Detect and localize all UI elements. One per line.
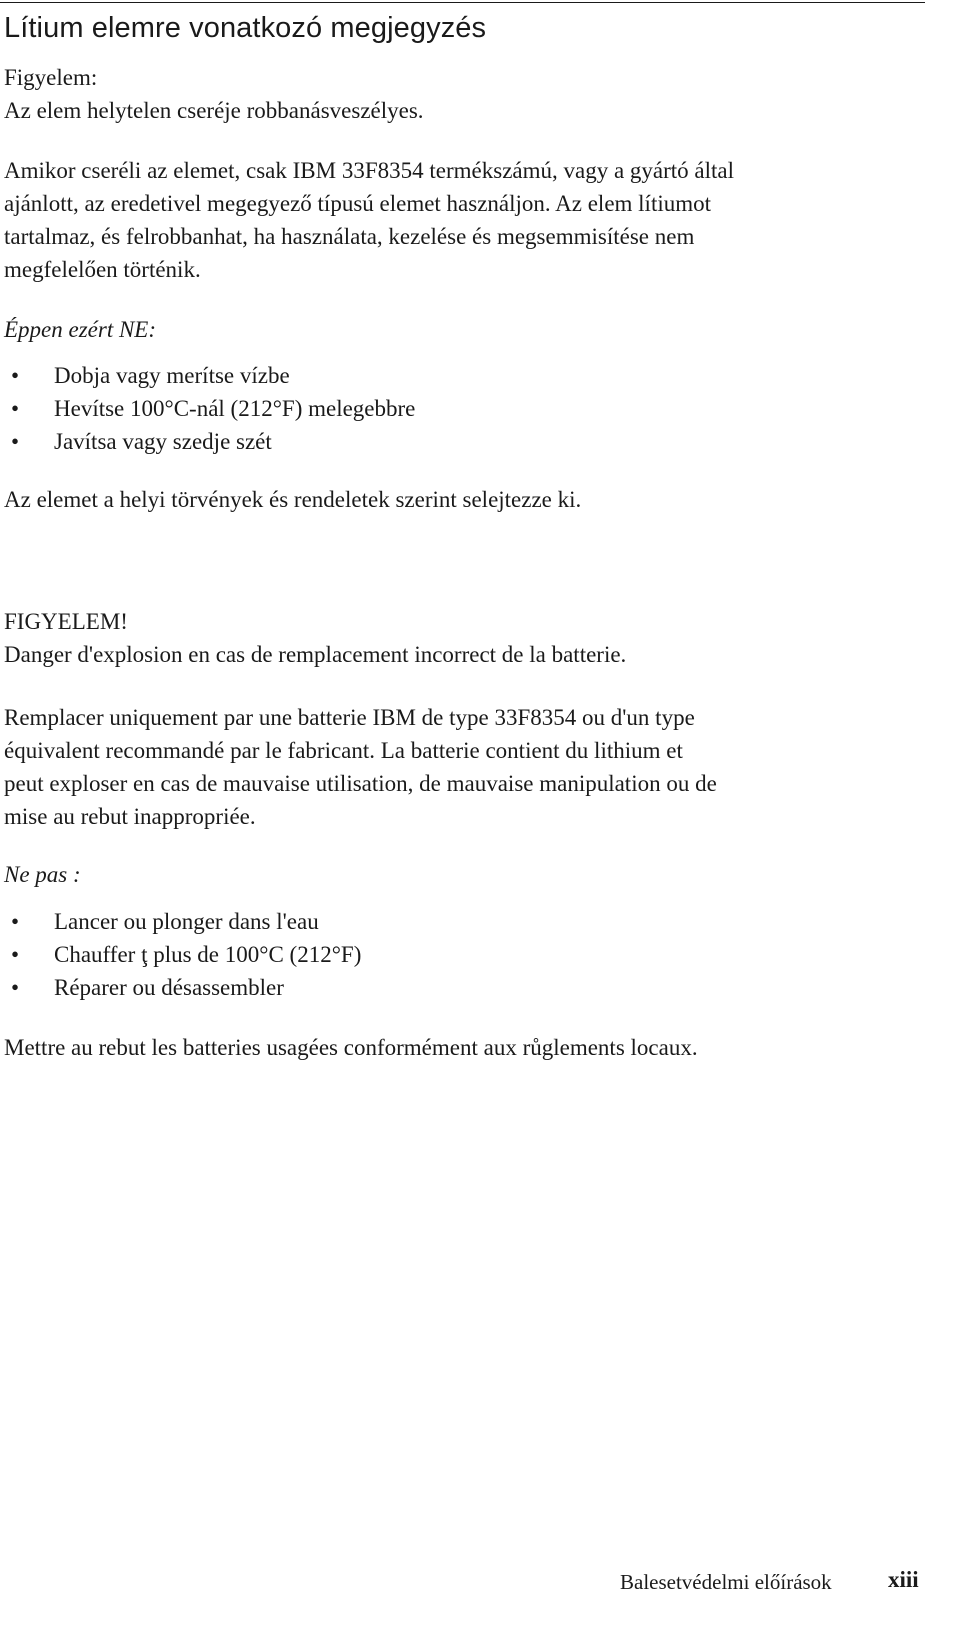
list-item-text: Dobja vagy merítse vízbe	[54, 363, 290, 388]
list-item	[0, 359, 415, 392]
list-item	[0, 905, 361, 938]
list-item-text: Hevítse 100°C-nál (212°F) melegebbre	[54, 396, 416, 421]
fr-caution: FIGYELEM! Danger d'explosion en cas de remplacement incorrect de la batterie.	[4, 609, 627, 667]
list-item	[0, 392, 415, 425]
list-item	[0, 938, 361, 971]
page-number: xiii	[888, 1567, 919, 1592]
list-item	[0, 425, 415, 458]
fr-do-not-list	[0, 905, 361, 1004]
fr-body: Remplacer uniquement par une batterie IBM de type 33F8354 ou d'un type équivalent recommandé par le fabricant. La batterie contient du lithium et peut exploser en cas de mauvaise utilisation, de mauvaise manipulation ou de mise au rebut inappropriée.	[4, 705, 717, 829]
bullet-icon: •	[11, 363, 20, 388]
list-item-text: Chauffer ţ plus de 100°C (212°F)	[54, 942, 362, 967]
bullet-icon: •	[11, 942, 20, 967]
bullet-icon: •	[11, 975, 20, 1000]
top-rule	[0, 2, 925, 3]
hu-caution: Figyelem: Az elem helytelen cseréje robbanásveszélyes.	[4, 65, 424, 123]
bullet-icon: •	[11, 396, 20, 421]
hu-do-not-heading: Éppen ezért NE:	[4, 317, 157, 342]
list-item	[0, 971, 361, 1004]
fr-do-not-heading: Ne pas :	[4, 862, 81, 887]
page-title: Lítium elemre vonatkozó megjegyzés	[4, 12, 487, 44]
hu-closing: Az elemet a helyi törvények és rendeletek szerint selejtezze ki.	[4, 487, 582, 512]
list-item-text: Réparer ou désassembler	[54, 975, 284, 1000]
bullet-icon: •	[11, 429, 20, 454]
bullet-icon: •	[11, 909, 20, 934]
list-item-text: Javítsa vagy szedje szét	[54, 429, 272, 454]
list-item-text: Lancer ou plonger dans l'eau	[54, 909, 319, 934]
fr-closing: Mettre au rebut les batteries usagées conformément aux růglements locaux.	[4, 1035, 698, 1060]
hu-do-not-list	[0, 359, 415, 458]
footer-section-title: Balesetvédelmi előírások	[620, 1570, 832, 1594]
hu-body: Amikor cseréli az elemet, csak IBM 33F8354 termékszámú, vagy a gyártó által ajánlott, az eredetivel megegyező típusú elemet használjon. Az elem lítiumot tartalmaz, és felrobbanhat, ha használata, kezelése és megsemmisítése nem megfelelően történik.	[4, 158, 735, 282]
